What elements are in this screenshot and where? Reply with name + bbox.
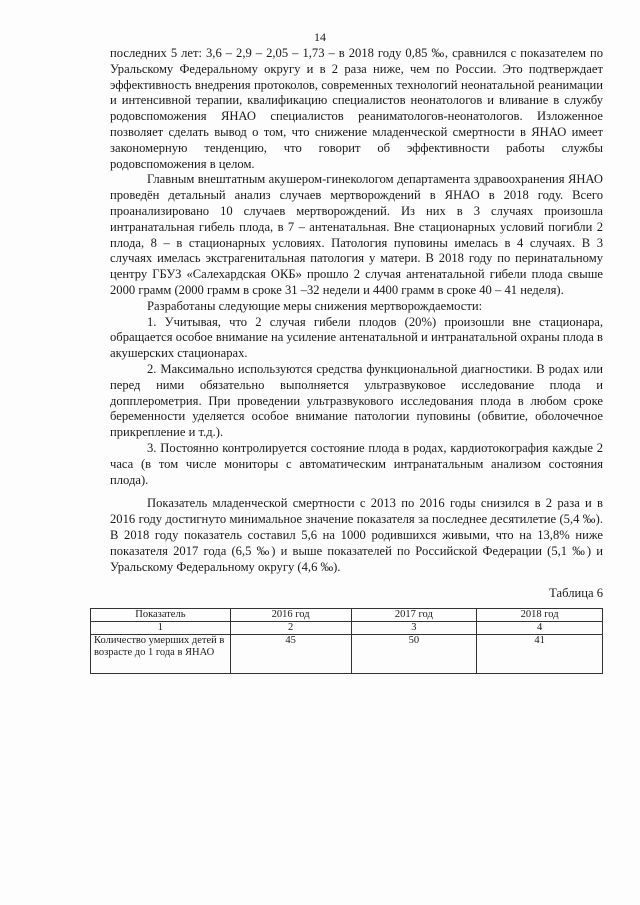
infant-mortality-table [90,608,603,674]
table-header-row [91,609,603,622]
table-column-number: 2 [230,622,351,635]
table-cell-2017: 50 [351,635,477,674]
paragraph-measure-3: 3. Постоянно контролируется состояние плода в родах, кардиотокография каждые 2 часа (в том числе мониторы с автоматическим интранатальным анализом состояния плода). [110,440,603,487]
paragraph-infant-mortality-trend: последних 5 лет: 3,6 – 2,9 – 2,05 – 1,73 – в 2018 году 0,85 ‰, сравнился с показателем по Уральскому Федеральному округу и в 2 раза ниже, чем по России. Это подтверждает эффективность внедрения протоколов, современных технологий неонатальной реанимации и интенсивной терапии, квалификацию специалистов неонатологов и вливание в службу родовспоможения ЯНАО специалистов реаниматологов-неонатологов. Изложенное позволяет сделать вывод о том, что снижение младенческой смертности в ЯНАО имеет закономерную тенденцию, что говорит об эффективности работы службы родовспоможения в целом. [110,46,603,171]
table-header-cell: 2017 год [351,609,477,622]
table-cell-2018: 41 [477,635,603,674]
table-header-cell: Показатель [91,609,231,622]
table-column-number: 1 [91,622,231,635]
paragraph-measure-2: 2. Максимально используются средства функциональной диагностики. В родах или перед ними обязательно выполняется ультразвуковое исследование плода и допплерометрия. При проведении ультразвукового исследования плода в любом сроке беременности уделяется особое внимание патологии пуповины (обвитие, оболочечное прикрепление и т.д.). [110,361,603,440]
table-header-cell: 2018 год [477,609,603,622]
body-text [110,46,603,575]
table-header-cell: 2016 год [230,609,351,622]
paragraph-infant-mortality-rate: Показатель младенческой смертности с 2013 по 2016 годы снизился в 2 раза и в 2016 году достигнуто минимальное значение показателя за последнее десятилетие (5,4 ‰). В 2018 году показатель составил 5,6 на 1000 родившихся живыми, что на 13,8% ниже показателя 2017 года (6,5 ‰) и выше показателей по Российской Федерации (5,1 ‰) и Уральскому Федеральному округу (4,6 ‰). [110,496,603,574]
table-row [91,635,603,674]
table-cell-2016: 45 [230,635,351,674]
paragraph-measure-1: 1. Учитывая, что 2 случая гибели плодов (20%) произошли вне стационара, обращается особое внимание на усиление антенатальной и интранатальной охраны плода в акушерских стационарах. [110,314,603,361]
table-caption: Таблица 6 [549,586,603,600]
page-number: 14 [314,30,326,44]
table-row-label: Количество умерших детей в возрасте до 1 года в ЯНАО [91,635,231,674]
paragraph-stillbirth-analysis: Главным внештатным акушером-гинекологом департамента здравоохранения ЯНАО проведён детальный анализ случаев мертворождений в ЯНАО в 2018 году. Всего проанализировано 10 случаев мертворождений. Из них в 3 случаях произошла интранатальная гибель плода, в 7 – антенатальная. Вне стационарных условий погибли 2 плода, 8 – в стационарных условиях. Патология пуповины имелась в 4 случаях. В 3 случаях имелась экстрагенитальная патология у матери. В 2018 году по перинатальному центру ГБУЗ «Салехардская ОКБ» прошло 2 случая антенатальной гибели плода свыше 2000 грамм (2000 грамм в сроке 31 –32 недели и 4400 грамм в сроке 40 – 41 неделя). [110,172,603,297]
table-number-row [91,622,603,635]
table-column-number: 4 [477,622,603,635]
paragraph-measures-intro: Разработаны следующие меры снижения мертворождаемости: [147,298,483,313]
table-column-number: 3 [351,622,477,635]
